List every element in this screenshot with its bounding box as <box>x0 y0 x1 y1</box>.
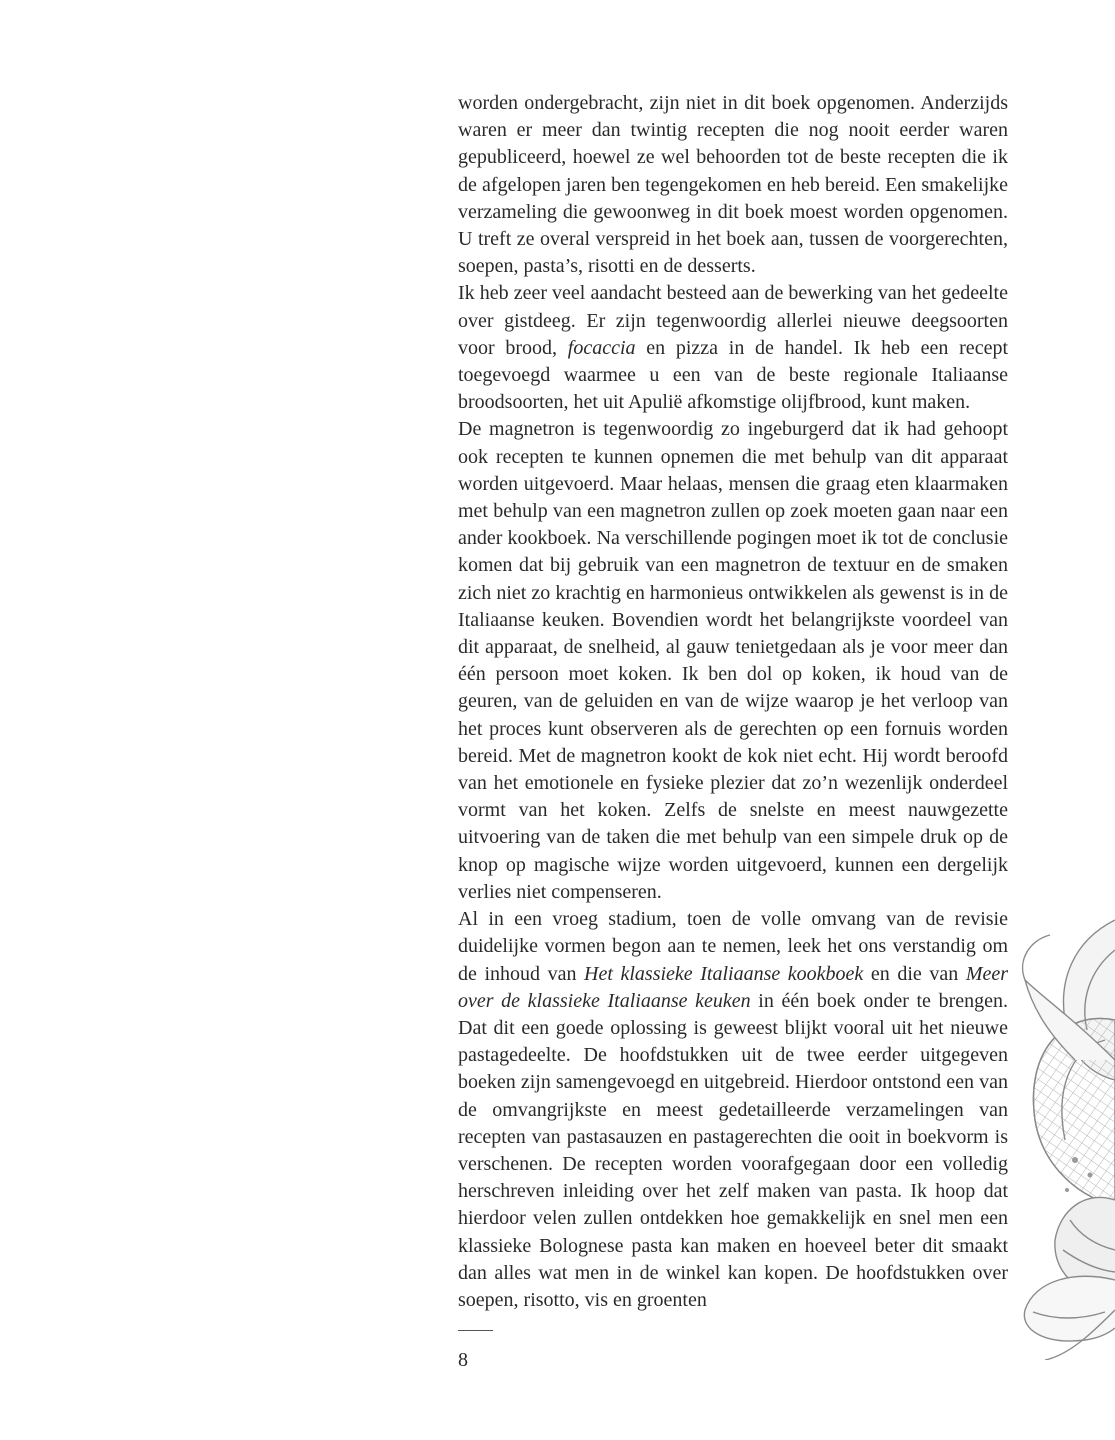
paragraph <box>458 906 1008 1314</box>
paragraph <box>458 280 1008 416</box>
text-run: en pizza in de handel. Ik heb een recept toegevoegd waarmee u een van de beste regionale Italiaanse broodsoorten, het uit Apulië afkomstige olijfbrood, kunt maken. <box>458 336 1008 414</box>
italic-title: Meer over de klassieke Italiaanse keuken <box>458 962 1009 1012</box>
italic-title: focaccia <box>567 336 636 359</box>
text-run: en die van <box>863 962 966 985</box>
body-text <box>458 90 1008 1314</box>
footer-rule <box>458 1330 493 1331</box>
text-run: worden ondergebracht, zijn niet in dit boek opgenomen. Anderzijds waren er meer dan twintig recepten die nog nooit eerder waren gepubliceerd, hoewel ze wel behoorden tot de beste recepten die ik de afgelopen jaren ben tegengekomen en heb bereid. Een smakelijke verzameling die gewoonweg in dit boek moest worden opgenomen. U treft ze overal verspreid in het boek aan, tussen de voorgerechten, soepen, pasta’s, risotti en de desserts. <box>458 92 1008 278</box>
text-run: Al in een vroeg stadium, toen de volle omvang van de revisie duidelijke vormen begon aan te nemen, leek het ons verstandig om de inhoud van <box>458 908 1008 985</box>
page-number: 8 <box>458 1349 468 1371</box>
text-run: De magnetron is tegenwoordig zo ingeburgerd dat ik had gehoopt ook recepten te kunnen opnemen die met behulp van dit apparaat worden uitgevoerd. Maar helaas, mensen die graag eten klaarmaken met behulp van een magnetron zullen op zoek moeten gaan naar een ander kookboek. Na verschillende pogingen moet ik tot de conclusie komen dat bij gebruik van een magnetron de textuur en de smaken zich niet zo krachtig en harmonieus ontwikkelen als gewenst is in de Italiaanse keuken. Bovendien wordt het belangrijkste voordeel van dit apparaat, de snelheid, al gauw tenietgedaan als je voor meer dan één persoon moet koken. Ik ben dol op koken, ik houd van de geuren, van de geluiden en van de wijze waarop je het verloop van het proces kunt observeren als de gerechten op een fornuis worden bereid. Met de magnetron kookt de kok niet echt. Hij wordt beroofd van het emotionele en fysieke plezier dat zo’n wezenlijk onderdeel vormt van het koken. Zelfs de snelste en meest nauwgezette uitvoering van de taken die met behulp van een simpele druk op de knop op magische wijze worden uitgevoerd, kunnen een dergelijk verlies niet compenseren. <box>458 418 1008 903</box>
paragraph <box>458 416 1008 906</box>
artichoke-illustration-icon <box>955 900 1115 1360</box>
italic-title: Het klassieke Italiaanse kookboek <box>584 962 864 985</box>
text-run: in één boek onder te brengen. Dat dit een goede oplossing is geweest blijkt vooral uit het nieuwe pastagedeelte. De hoofdstukken uit de twee eerder uitgegeven boeken zijn samengevoegd en uitgebreid. Hierdoor ontstond een van de omvangrijkste en meest gedetailleerde verzamelingen van recepten van pastasauzen en pastagerechten die ooit in boekvorm is verschenen. De recepten worden voorafgegaan door een volledig herschreven inleiding over het zelf maken van pasta. Ik hoop dat hierdoor velen zullen ontdekken hoe gemakkelijk en snel men een klassieke Bolognese pasta kan maken en hoeveel beter dit smaakt dan alles wat men in de winkel kan kopen. De hoofdstukken over soepen, risotto, vis en groenten <box>458 989 1008 1311</box>
text-run: Ik heb zeer veel aandacht besteed aan de bewerking van het gedeelte over gistdeeg. Er zijn tegenwoordig allerlei nieuwe deegsoorten voor brood, <box>458 282 1008 359</box>
paragraph <box>458 90 1008 280</box>
